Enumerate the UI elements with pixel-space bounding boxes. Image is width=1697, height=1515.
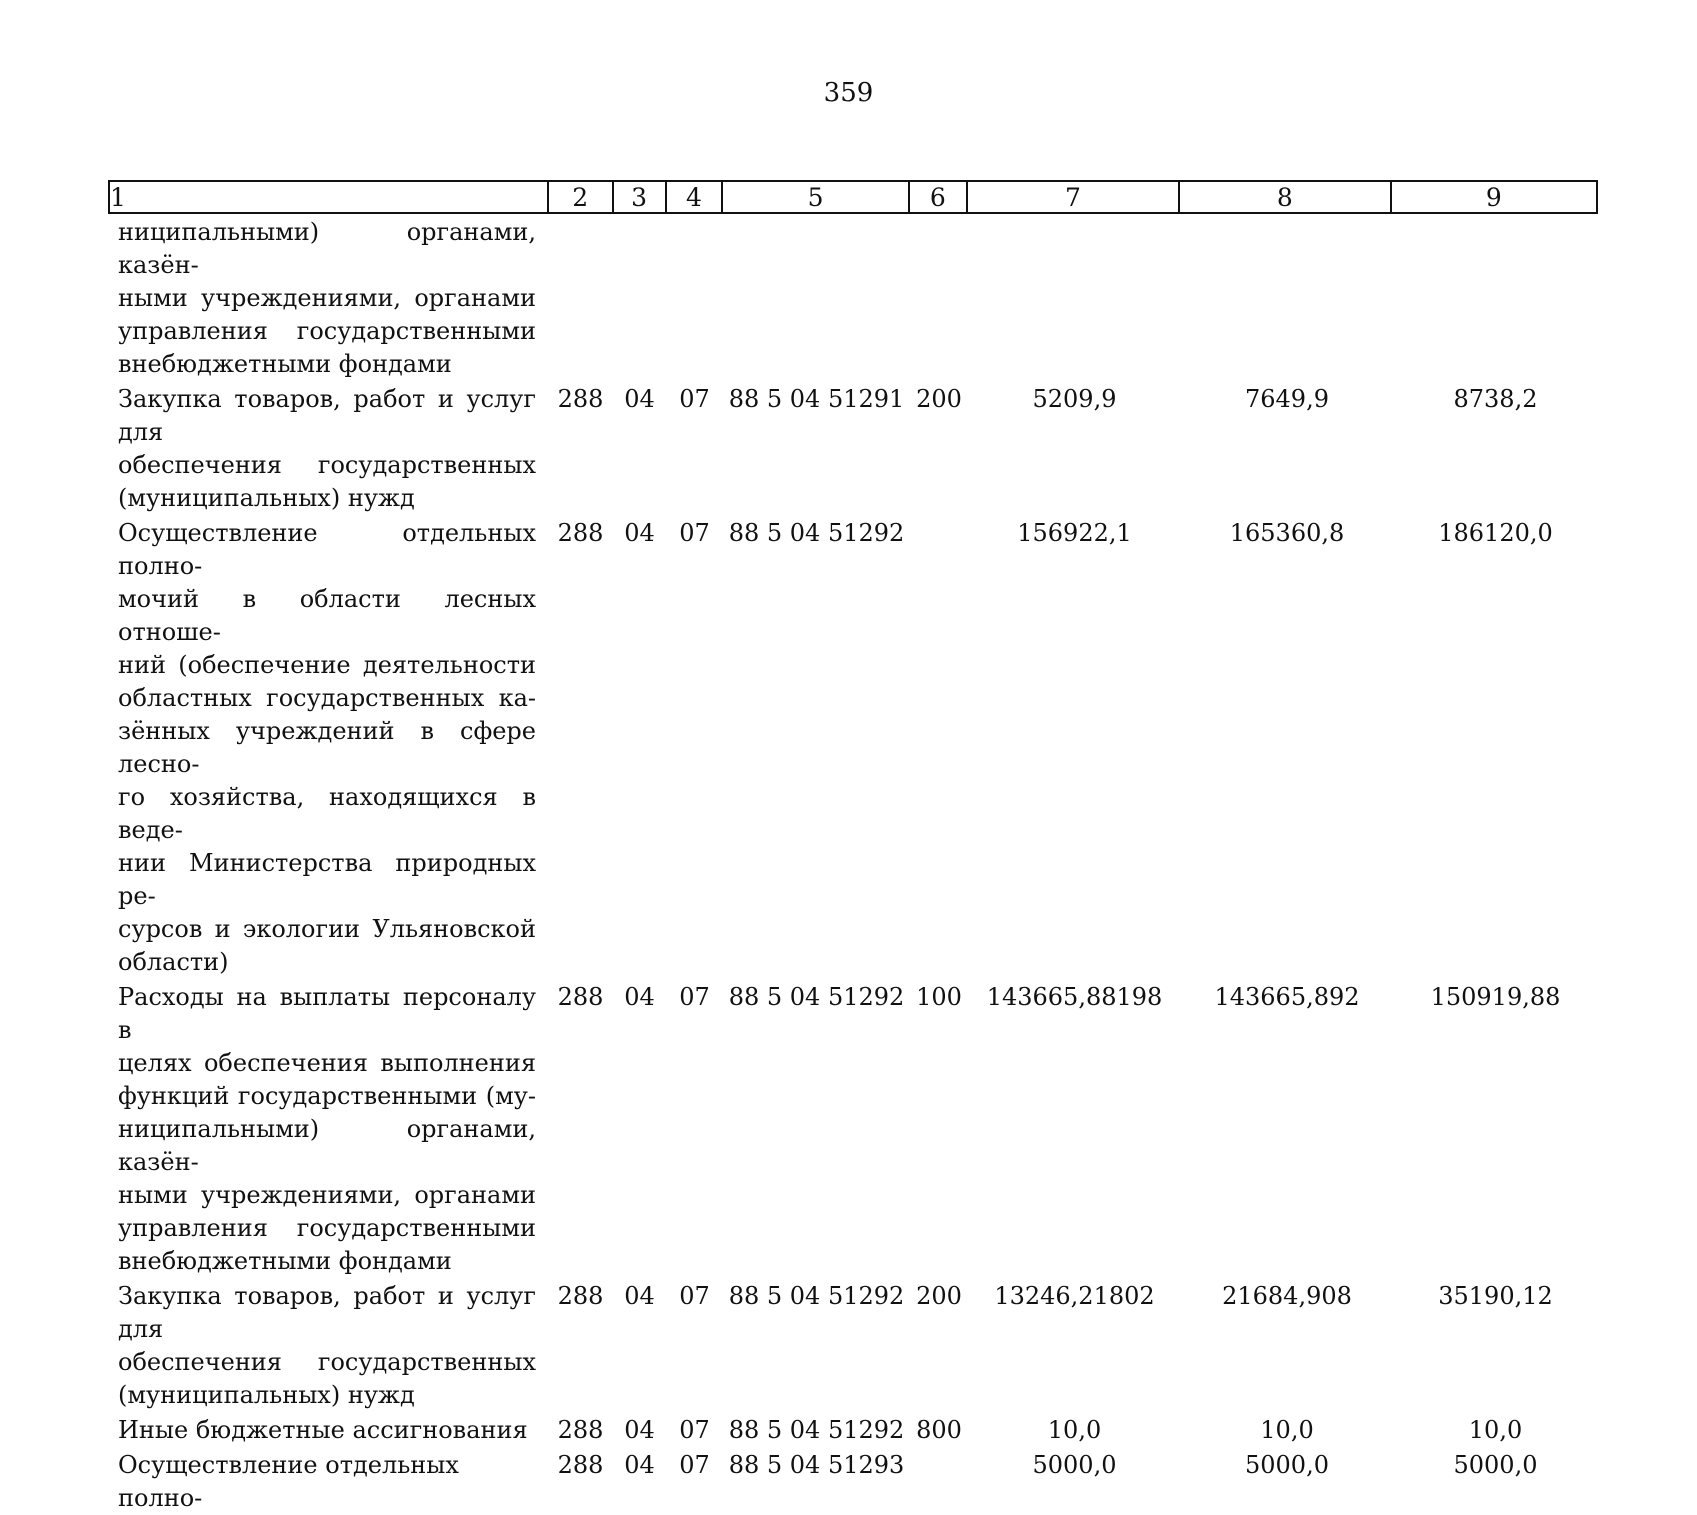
row-col-7: 10,0 [1047, 1416, 1102, 1444]
description-line: сурсов и экологии Ульяновской [118, 915, 536, 943]
description-line: Осуществление отдельных полно- [118, 1451, 459, 1512]
description-line: областных государственных ка- [118, 684, 536, 712]
row-col-8: 143665,892 [1214, 983, 1360, 1011]
row-col-9: 8738,2 [1453, 385, 1538, 413]
description-line: Расходы на выплаты персоналу в [118, 983, 536, 1044]
header-col-1: 1 [110, 182, 549, 212]
row-col-8: 21684,908 [1222, 1282, 1352, 1310]
row-col-3: 04 [624, 519, 655, 547]
page-number: 359 [823, 78, 874, 108]
header-col-5: 5 [723, 182, 910, 212]
row-col-8: 165360,8 [1229, 519, 1345, 547]
row-col-4: 07 [679, 1451, 710, 1479]
row-col-9: 5000,0 [1453, 1451, 1538, 1479]
row-col-9: 186120,0 [1438, 519, 1553, 547]
row-col-8: 10,0 [1260, 1416, 1314, 1444]
row-col-4: 07 [679, 1416, 710, 1444]
table-row [108, 1447, 1598, 1515]
description-line: ными учреждениями, органами [118, 284, 536, 312]
table-row [108, 381, 1598, 515]
row-col-2: 288 [557, 519, 604, 547]
row-col-9: 10,0 [1468, 1416, 1523, 1444]
row-col-7: 143665,88198 [986, 983, 1163, 1011]
description-line: области) [118, 948, 229, 976]
row-col-8: 5000,0 [1245, 1451, 1329, 1479]
description-line: го хозяйства, находящихся в веде- [118, 783, 536, 844]
row-col-7: 13246,21802 [994, 1282, 1155, 1310]
description-line: управления государственными [118, 1214, 536, 1242]
description-line: ний (обеспечение деятельности [118, 651, 536, 679]
description-line: нии Министерства природных ре- [118, 849, 536, 910]
row-description [108, 1280, 548, 1412]
table-header-row [108, 180, 1598, 214]
row-col-3: 04 [624, 385, 655, 413]
row-col-6: 200 [916, 1282, 962, 1310]
header-col-3: 3 [614, 182, 667, 212]
description-line: обеспечения государственных [118, 1348, 536, 1376]
row-col-6: 200 [916, 385, 962, 413]
header-col-7: 7 [968, 182, 1180, 212]
description-line: Осуществление отдельных полно- [118, 519, 536, 580]
row-col-2: 288 [557, 1282, 604, 1310]
description-line: Иные бюджетные ассигнования [118, 1416, 528, 1444]
description-line: мочий в области лесных отноше- [118, 585, 536, 646]
row-col-7: 5000,0 [1032, 1451, 1117, 1479]
row-description [108, 517, 548, 979]
row-description [108, 383, 548, 515]
description-line: зённых учреждений в сфере лесно- [118, 717, 536, 778]
header-col-2: 2 [549, 182, 614, 212]
row-description [108, 216, 548, 381]
description-line: внебюджетными фондами [118, 1247, 452, 1275]
budget-table [108, 180, 1598, 1515]
row-col-2: 288 [557, 385, 604, 413]
row-col-6: 800 [916, 1416, 962, 1444]
table-row [108, 214, 1598, 381]
description-line: обеспечения государственных [118, 451, 536, 479]
table-row [108, 1278, 1598, 1412]
table-row [108, 979, 1598, 1278]
row-description [108, 981, 548, 1278]
row-col-7: 156922,1 [1017, 519, 1132, 547]
header-col-4: 4 [667, 182, 724, 212]
row-col-5: 88 5 04 51292 [728, 983, 905, 1011]
row-col-3: 04 [624, 1282, 655, 1310]
row-col-4: 07 [679, 385, 710, 413]
row-col-3: 04 [624, 1451, 655, 1479]
row-col-5: 88 5 04 51291 [728, 385, 905, 413]
row-col-3: 04 [624, 983, 655, 1011]
header-col-8: 8 [1180, 182, 1391, 212]
row-col-4: 07 [679, 1282, 710, 1310]
row-col-9: 35190,12 [1438, 1282, 1553, 1310]
header-col-9: 9 [1485, 183, 1502, 212]
row-col-5: 88 5 04 51292 [728, 1416, 905, 1444]
header-col-6: 6 [910, 182, 968, 212]
row-col-2: 288 [557, 1416, 604, 1444]
row-col-2: 288 [557, 983, 604, 1011]
row-description [108, 1449, 548, 1515]
row-col-2: 288 [557, 1451, 604, 1479]
table-row [108, 1412, 1598, 1447]
description-line: ными учреждениями, органами [118, 1181, 536, 1209]
description-line: Закупка товаров, работ и услуг для [118, 1282, 536, 1343]
description-line: ниципальными) органами, казён- [118, 1115, 536, 1176]
row-description [108, 1414, 548, 1447]
description-line: функций государственными (му- [118, 1082, 536, 1110]
description-line: (муниципальных) нужд [118, 1381, 415, 1409]
description-line: (муниципальных) нужд [118, 484, 415, 512]
row-col-4: 07 [679, 983, 710, 1011]
row-col-7: 5209,9 [1032, 385, 1117, 413]
row-col-4: 07 [679, 519, 710, 547]
description-line: ниципальными) органами, казён- [118, 218, 536, 279]
table-row [108, 515, 1598, 979]
description-line: внебюджетными фондами [118, 350, 452, 378]
row-col-6: 100 [916, 983, 962, 1011]
description-line: целях обеспечения выполнения [118, 1049, 536, 1077]
description-line: Закупка товаров, работ и услуг для [118, 385, 536, 446]
row-col-8: 7649,9 [1245, 385, 1329, 413]
row-col-3: 04 [624, 1416, 655, 1444]
row-col-5: 88 5 04 51292 [728, 519, 905, 547]
row-col-9: 150919,88 [1430, 983, 1561, 1011]
description-line: управления государственными [118, 317, 536, 345]
table-body [108, 214, 1598, 1515]
row-col-5: 88 5 04 51292 [728, 1282, 905, 1310]
row-col-5: 88 5 04 51293 [728, 1451, 905, 1479]
